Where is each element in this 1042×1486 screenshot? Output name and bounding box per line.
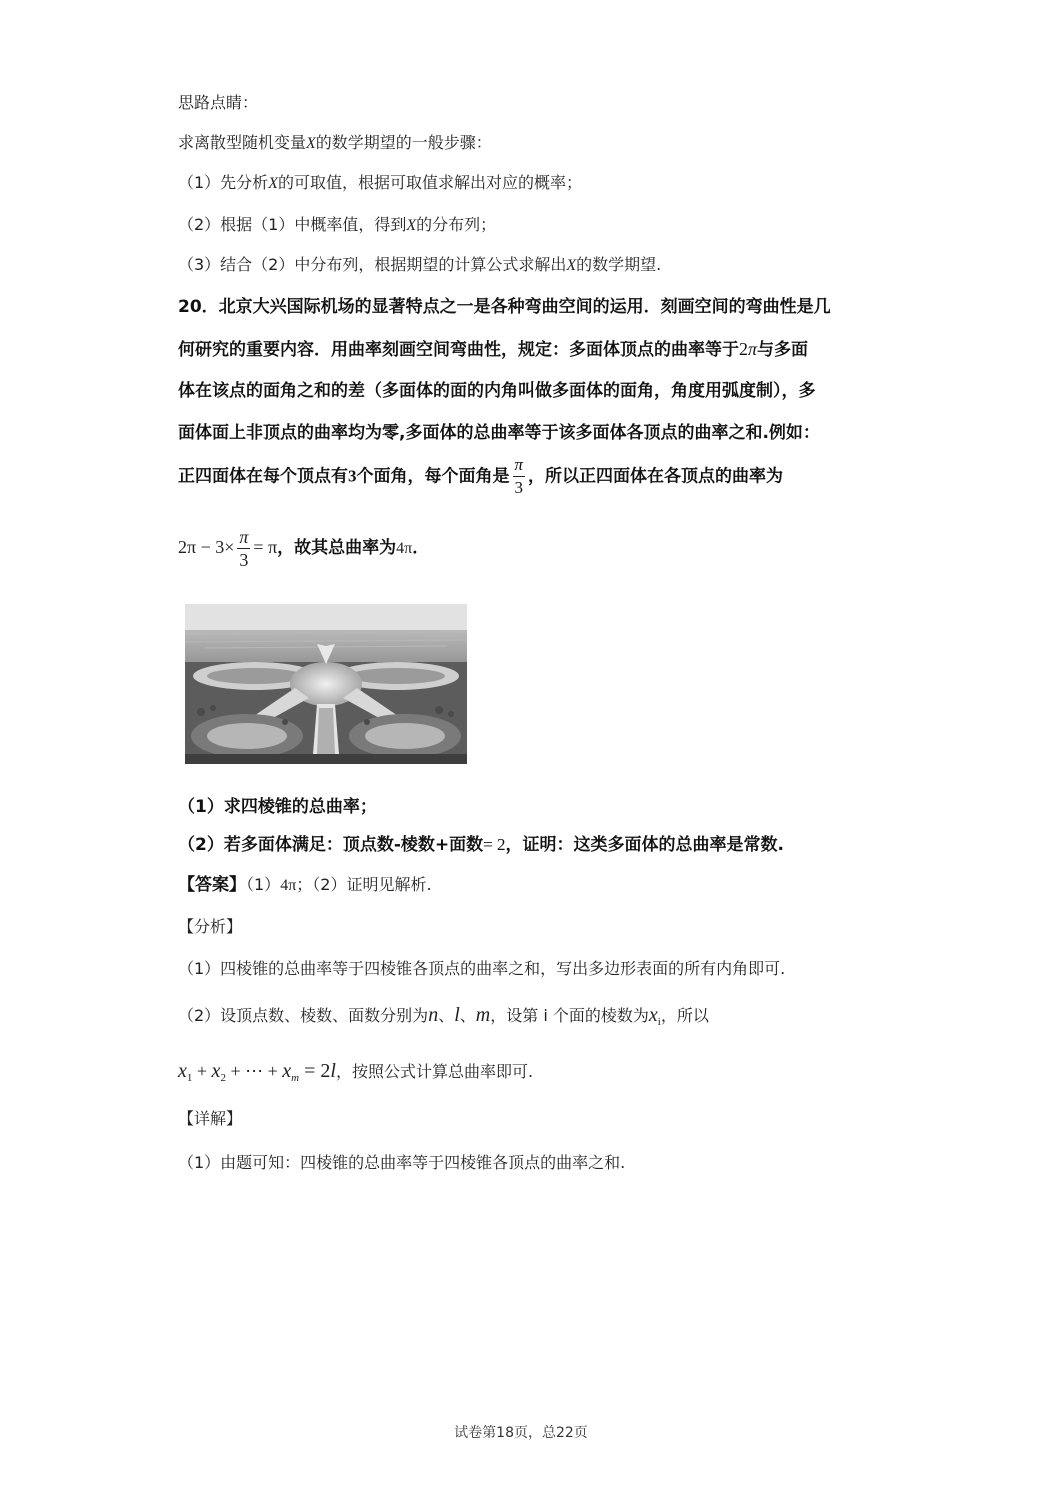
- hint-title: 思路点睛：: [178, 93, 259, 112]
- analysis-label: 【分析】: [178, 917, 243, 936]
- answer-line: 【答案】（1）4π；（2）证明见解析.: [178, 875, 432, 895]
- analysis-para-1: （1）四棱锥的总曲率等于四棱锥各顶点的曲率之和，写出多边形表面的所有内角即可.: [178, 959, 786, 978]
- airport-photo: [185, 604, 467, 764]
- analysis-sum-formula: $x_1 + x_2$ + ⋯ + $x_m = 2l$，按照公式计算总曲率即可.: [178, 1060, 534, 1085]
- problem-line-3: 体在该点的面角之和的差（多面体的面的内角叫做多面体的面角，角度用弧度制），多: [178, 381, 816, 401]
- detail-para-1: （1）由题可知：四棱锥的总曲率等于四棱锥各顶点的曲率之和.: [178, 1153, 626, 1172]
- problem-line-4: 面体面上非顶点的曲率均为零,多面体的总曲率等于该多面体各顶点的曲率之和.例如：: [178, 423, 820, 443]
- airport-aerial-image: [185, 604, 467, 764]
- formula-fraction: $\frac{\pi}{3}$: [239, 527, 249, 570]
- answer-label: 【答案】: [178, 875, 246, 895]
- problem-line-5: 正四面体在每个顶点有3个面角，每个面角是 $\frac{\pi}{3}$ ，所以正四面体在各顶点的曲率为: [178, 455, 784, 497]
- question-1: （1）求四棱锥的总曲率；: [178, 797, 377, 817]
- problem-line-1: 20．北京大兴国际机场的显著特点之一是各种弯曲空间的运用．刻画空间的弯曲性是几: [178, 297, 831, 317]
- problem-line-2: 何研究的重要内容．用曲率刻画空间弯曲性，规定：多面体顶点的曲率等于2π与多面: [178, 339, 809, 360]
- hint-intro: 求离散型随机变量X的数学期望的一般步骤：: [178, 133, 492, 152]
- detail-label: 【详解】: [178, 1109, 243, 1128]
- hint-step-1: （1）先分析X的可取值，根据可取值求解出对应的概率；: [178, 173, 582, 192]
- hint-step-2: （2）根据（1）中概率值，得到X的分布列；: [178, 215, 497, 234]
- page-footer: 试卷第18页，总22页: [454, 1425, 588, 1441]
- pi-over-3-fraction: $\frac{\pi}{3}$: [514, 455, 524, 497]
- analysis-para-2: （2）设顶点数、棱数、面数分别为n、l、m，设第 i 个面的棱数为$x_i$，所以: [178, 1004, 709, 1029]
- question-2: （2）若多面体满足：顶点数-棱数+面数= 2，证明：这类多面体的总曲率是常数.: [178, 835, 784, 855]
- hint-step-3: （3）结合（2）中分布列，根据期望的计算公式求解出X的数学期望.: [178, 255, 662, 274]
- problem-formula-line: 2π − 3× $\frac{\pi}{3}$ = π，故其总曲率为4π．: [178, 527, 430, 570]
